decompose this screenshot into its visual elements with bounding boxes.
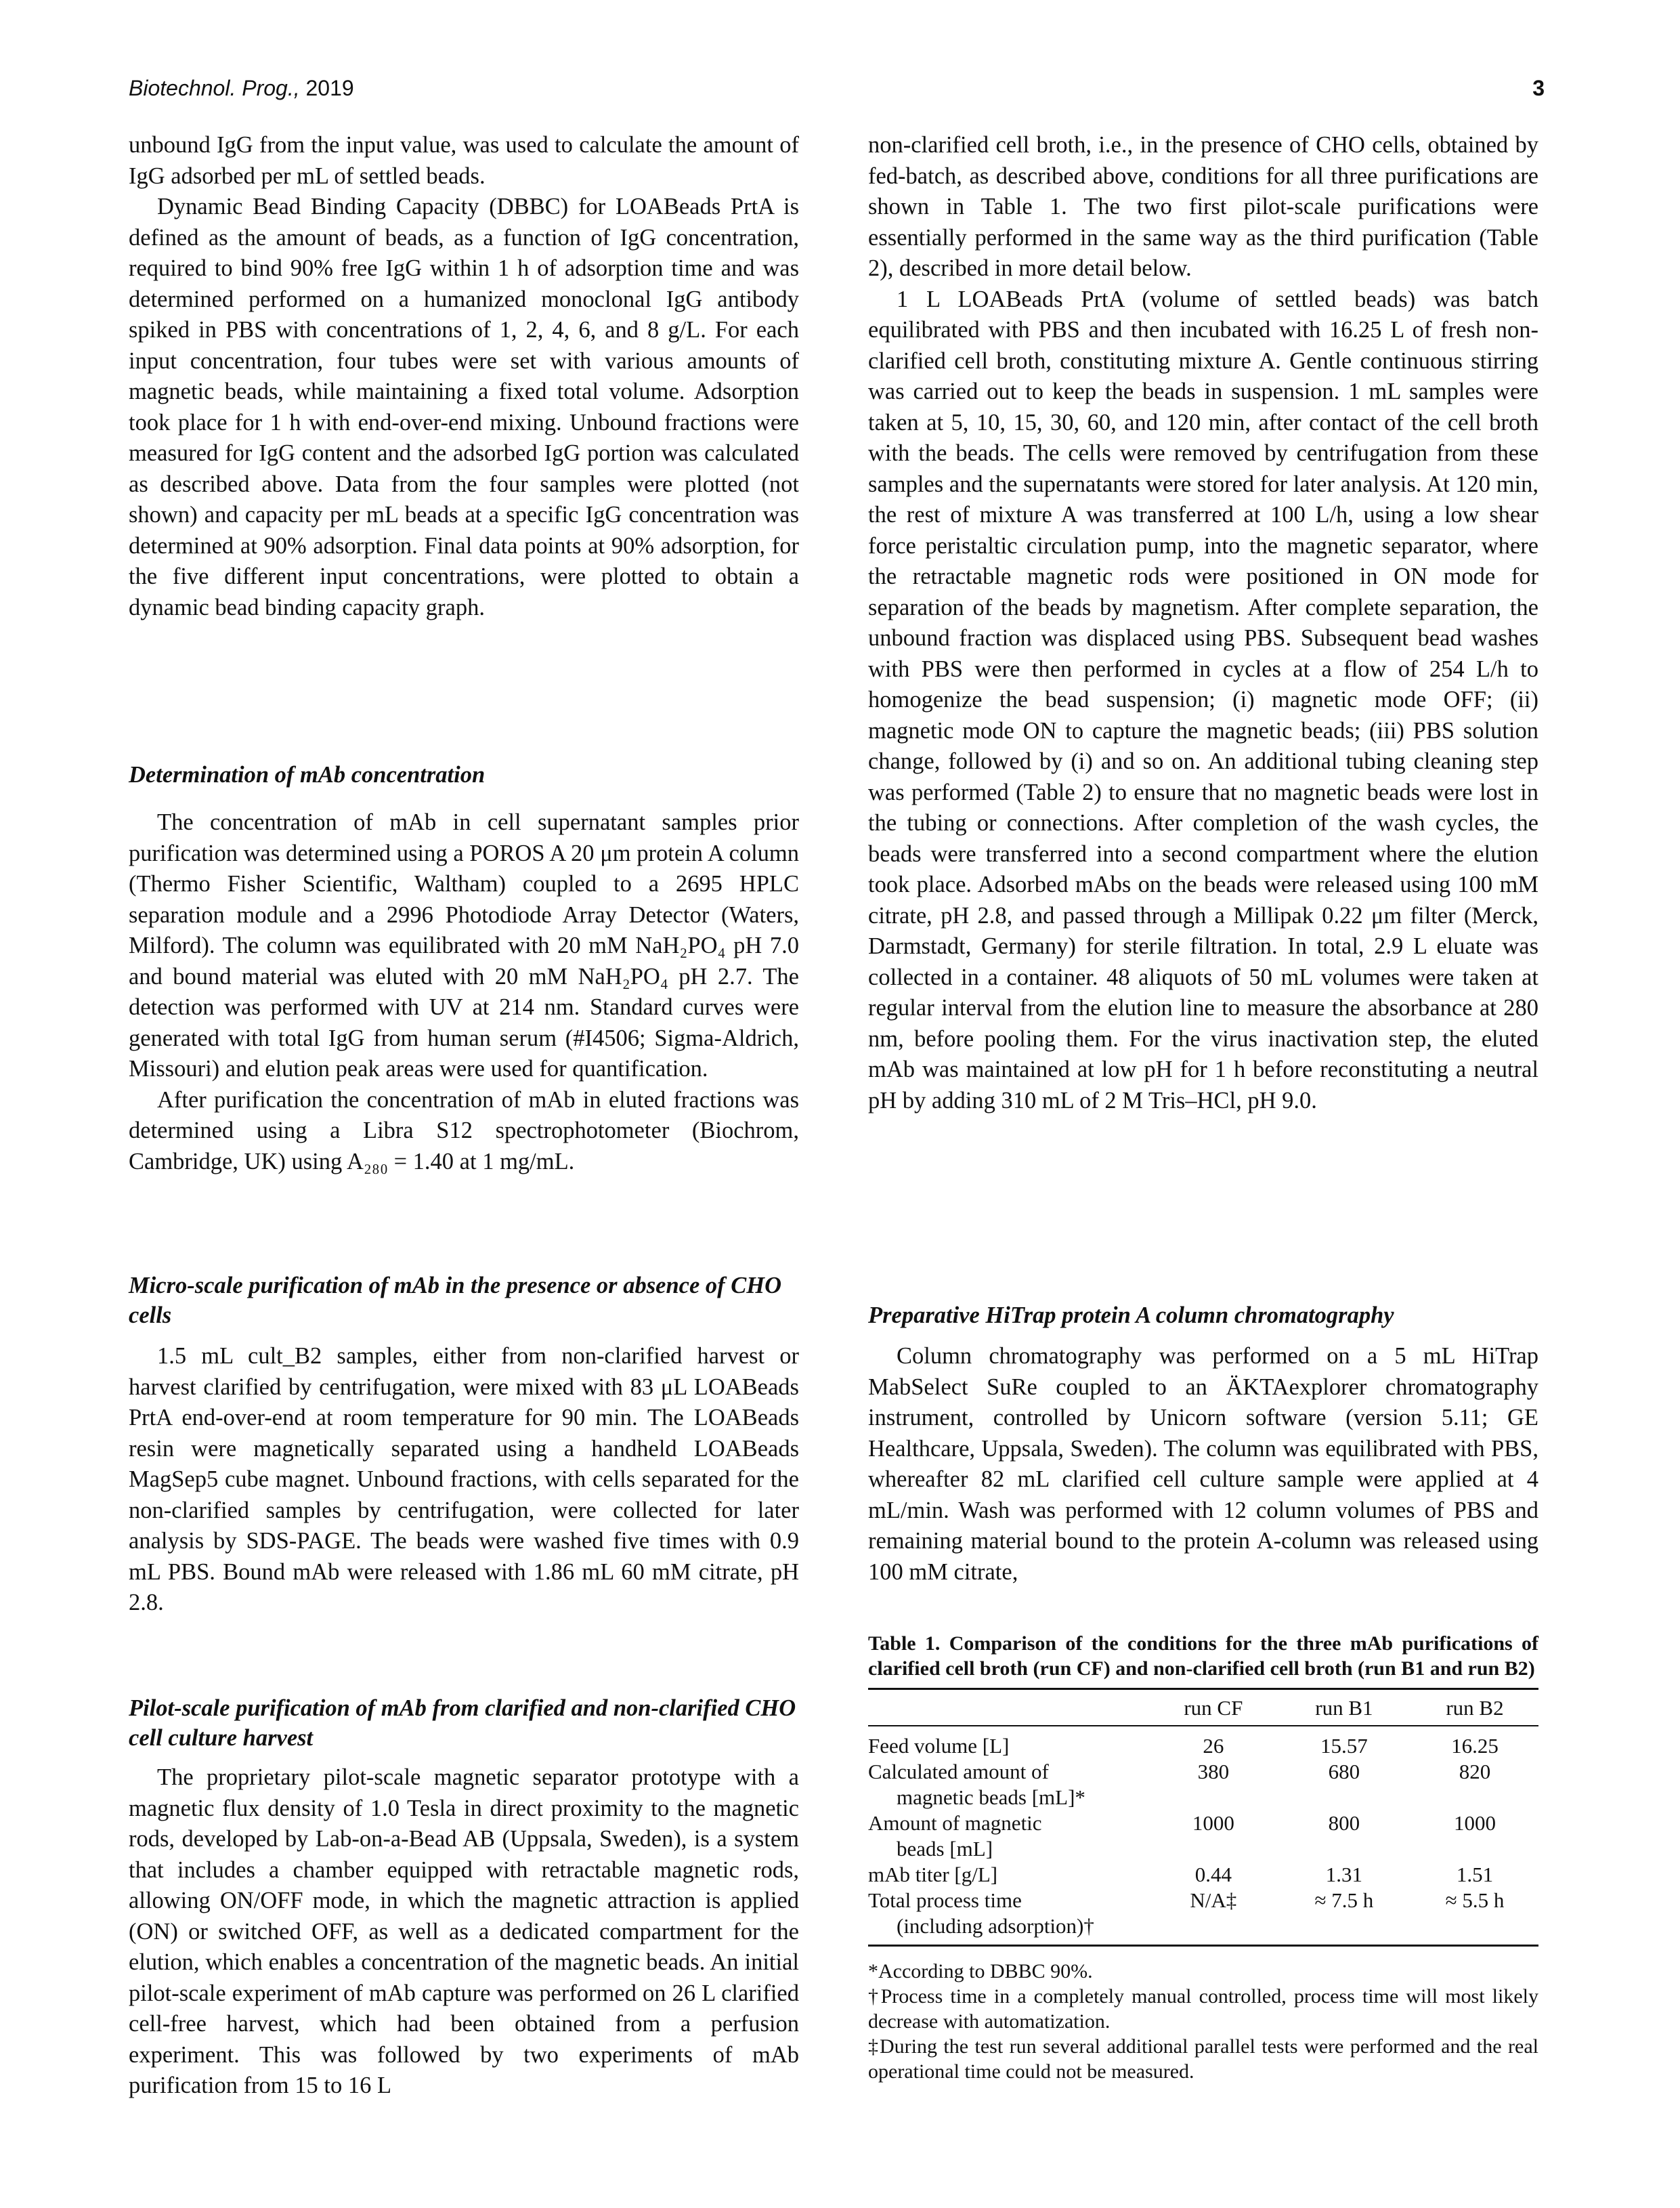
table-header-row (868, 1689, 1538, 1726)
mab-concentration-body (129, 807, 799, 1177)
table-1-block (868, 1631, 1538, 2084)
table-1-footnotes (868, 1959, 1538, 2084)
table-row (868, 1726, 1538, 1759)
row-label (868, 1810, 1150, 1862)
right-column (868, 130, 1538, 1116)
table-header-blank (868, 1689, 1150, 1726)
cell: 1000 (1453, 1811, 1496, 1835)
paragraph-hitrap: Column chromatography was performed on a 5 mL HiTrap MabSelect SuRe coupled to an ÄKTAexplorer chromatography instrument, controlled by Unicorn software (version 5.11; GE Healthcare, Uppsala, Sweden). The column was equilibrated with PBS, whereafter 82 mL clarified cell culture sample were applied at 4 mL/min. Wash was performed with 12 column volumes of PBS and remaining material bound to the protein A-column was released using 100 mM citrate, (868, 1343, 1538, 1585)
row-label-continuation: magnetic beads [mL]* (897, 1785, 1085, 1809)
cell: N/A‡ (1190, 1888, 1237, 1912)
row-label (868, 1726, 1150, 1759)
table-footnote: ‡During the test run several additional parallel tests were performed and the real operational time could not be measured. (868, 2035, 1538, 2083)
paragraph-pilot-separator: The proprietary pilot-scale magnetic separator prototype with a magnetic flux density of 1.0 Tesla in direct proximity to the magnetic rods, developed by Lab-on-a-Bead AB (Uppsala, Sweden), is a system that includes a chamber equipped with retractable magnetic rods, allowing ON/OFF mode, in which the magnetic attraction is applied (ON) or switched OFF, as well as a dedicated compartment for the elution, which enables a concentration of the magnetic beads. An initial pilot-scale experiment of mAb capture was performed on 26 L clarified cell-free harvest, which had been obtained from a perfusion experiment. This was followed by two experiments of mAb purification from 15 to 16 L (129, 1764, 799, 2098)
section-heading-pilot-scale: Pilot-scale purification of mAb from clarified and non-clarified CHO cell culture harvest (129, 1695, 796, 1751)
row-label-text: Amount of magnetic (868, 1811, 1042, 1835)
paragraph-non-clarified-broth: non-clarified cell broth, i.e., in the presence of CHO cells, obtained by fed-batch, as described above, conditions for all three purifications are shown in Table 1. The two first pilot-scale purifications were essentially performed in the same way as the third purification (Table 2), described in more detail below. (868, 132, 1538, 281)
row-label-text: Calculated amount of (868, 1760, 1049, 1783)
table-footnote: †Process time in a completely manual controlled, process time will most likely decrease with automatization. (868, 1985, 1538, 2033)
row-label-continuation: (including adsorption)† (897, 1914, 1094, 1938)
page-number: 3 (1532, 76, 1545, 100)
table-header-run-cf: run CF (1184, 1696, 1243, 1720)
table-1-caption: Table 1. Comparison of the conditions for the three mAb purifications of clarified cell broth (run CF) and non-clarified cell broth (run B1 and run B2) (868, 1632, 1538, 1680)
cell: 820 (1459, 1760, 1491, 1783)
paragraph-micro-scale: 1.5 mL cult_B2 samples, either from non-clarified harvest or harvest clarified by centrifugation, were mixed with 83 μL LOABeads PrtA end-over-end at room temperature for 90 min. The LOABeads resin were magnetically separated using a handheld LOABeads MagSep5 cube magnet. Unbound fractions, with cells separated for the non-clarified samples by centrifugation, were collected for later analysis by SDS-PAGE. The beads were washed five times with 0.9 mL PBS. Bound mAb were released with 1.86 mL 60 mM citrate, pH 2.8. (129, 1343, 799, 1615)
paragraph-poros-hplc: The concentration of mAb in cell supernatant samples prior purification was determined using a POROS A 20 μm protein A column (Thermo Fisher Scientific, Waltham) coupled to a 2695 HPLC separation module and a 2996 Photodiode Array Detector (Waters, Milford). The column was equilibrated with 20 mM NaH₂PO₄ pH 7.0 and bound material was eluted with 20 mM NaH₂PO₄ pH 2.7. The detection was performed with UV at 214 nm. Standard curves were generated with total IgG from human serum (#I4506; Sigma-Aldrich, Missouri) and elution peak areas were used for quantification. (129, 809, 799, 1082)
paragraph-unbound-igg: unbound IgG from the input value, was used to calculate the amount of IgG adsorbed per mL of settled beads. (129, 132, 799, 189)
section-heading-hitrap: Preparative HiTrap protein A column chromatography (868, 1302, 1394, 1328)
journal-citation: Biotechnol. Prog., 2019 (129, 76, 354, 100)
paragraph-libra-spectrophotometer: After purification the concentration of mAb in eluted fractions was determined using a Libra S12 spectrophotometer (Biochrom, Cambridge, UK) using A₂₈₀ = 1.40 at 1 mg/mL. (129, 1086, 799, 1174)
row-label (868, 1862, 1150, 1888)
section-heading-micro-scale: Micro-scale purification of mAb in the presence or absence of CHO cells (129, 1273, 782, 1328)
row-label-text: Feed volume [L] (868, 1734, 1010, 1758)
cell: 16.25 (1451, 1734, 1499, 1758)
cell: 1.31 (1325, 1863, 1363, 1886)
pilot-scale-body (129, 1762, 799, 2102)
cell: 1000 (1192, 1811, 1234, 1835)
running-head (129, 76, 1545, 110)
cell: ≈ 7.5 h (1314, 1888, 1374, 1912)
table-body (868, 1726, 1538, 1946)
table-header-run-b2: run B2 (1446, 1696, 1504, 1720)
section-heading-mab-concentration: Determination of mAb concentration (129, 762, 486, 788)
row-label-text: Total process time (868, 1888, 1022, 1912)
paragraph-dbbc: Dynamic Bead Binding Capacity (DBBC) for LOABeads PrtA is defined as the amount of beads, as a function of IgG concentration, required to bind 90% free IgG within 1 h of adsorption time and was determined performed on a humanized monoclonal IgG antibody spiked in PBS with concentrations of 1, 2, 4, 6, and 8 g/L. For each input concentration, four tubes were set with various amounts of magnetic beads, while maintaining a fixed total volume. Adsorption took place for 1 h with end-over-end mixing. Unbound fractions were measured for IgG content and the adsorbed IgG portion was calculated as described above. Data from the four samples were plotted (not shown) and capacity per mL beads at a specific IgG concentration was determined at 90% adsorption. Final data points at 90% adsorption, for the five different input concentrations, were plotted to obtain a dynamic bead binding capacity graph. (129, 194, 799, 620)
cell: 0.44 (1194, 1863, 1232, 1886)
table-footnote: *According to DBBC 90%. (868, 1960, 1093, 1982)
cell: 800 (1328, 1811, 1360, 1835)
cell: 680 (1328, 1760, 1360, 1783)
micro-scale-body (129, 1341, 799, 1619)
table-header-run-b1: run B1 (1315, 1696, 1373, 1720)
cell: ≈ 5.5 h (1445, 1888, 1505, 1912)
paragraph-loabeads-procedure: 1 L LOABeads PrtA (volume of settled beads) was batch equilibrated with PBS and then incubated with 16.25 L of fresh non-clarified cell broth, constituting mixture A. Gentle continuous stirring was carried out to keep the beads in suspension. 1 mL samples were taken at 5, 10, 15, 30, 60, and 120 min, after contact of the cell broth with the beads. The cells were removed by centrifugation from these samples and the supernatants were stored for later analysis. At 120 min, the rest of mixture A was transferred at 100 L/h, using a low shear force peristaltic circulation pump, into the magnetic separator, where the retractable magnetic rods were positioned in ON mode for separation of the beads by magnetism. After complete separation, the unbound fraction was displaced using PBS. Subsequent bead washes with PBS were then performed in cycles at a flow of 254 L/h to homogenize the bead suspension; (i) magnetic mode OFF; (ii) magnetic mode ON to capture the magnetic beads; (iii) PBS solution change, followed by (i) and so on. An additional tubing cleaning step was performed (Table 2) to ensure that no magnetic beads were lost in the tubing or connections. After completion of the wash cycles, the beads were transferred into a second compartment where the elution took place. Adsorbed mAbs on the beads were released using 100 mM citrate, pH 2.8, and passed through a Millipak 0.22 μm filter (Merck, Darmstadt, Germany) for sterile filtration. In total, 2.9 L eluate was collected in a container. 48 aliquots of 50 mL volumes were taken at regular interval from the elution line to measure the absorbance at 280 nm, before pooling them. For the virus inactivation step, the eluted mAb was maintained at low pH for 1 h before reconstituting a neutral pH by adding 310 mL of 2 M Tris–HCl, pH 9.0. (868, 286, 1538, 1113)
row-label (868, 1759, 1150, 1810)
cell: 1.51 (1456, 1863, 1494, 1886)
hitrap-body (868, 1341, 1538, 1588)
table-row (868, 1759, 1538, 1810)
cell: 380 (1197, 1760, 1230, 1783)
table-row (868, 1888, 1538, 1946)
left-column (129, 130, 799, 623)
row-label (868, 1888, 1150, 1946)
table-row (868, 1862, 1538, 1888)
table-1 (868, 1688, 1538, 1947)
cell: 15.57 (1320, 1734, 1368, 1758)
row-label-text: mAb titer [g/L] (868, 1863, 998, 1886)
cell: 26 (1203, 1734, 1224, 1758)
table-row (868, 1810, 1538, 1862)
row-label-continuation: beads [mL] (897, 1837, 993, 1861)
